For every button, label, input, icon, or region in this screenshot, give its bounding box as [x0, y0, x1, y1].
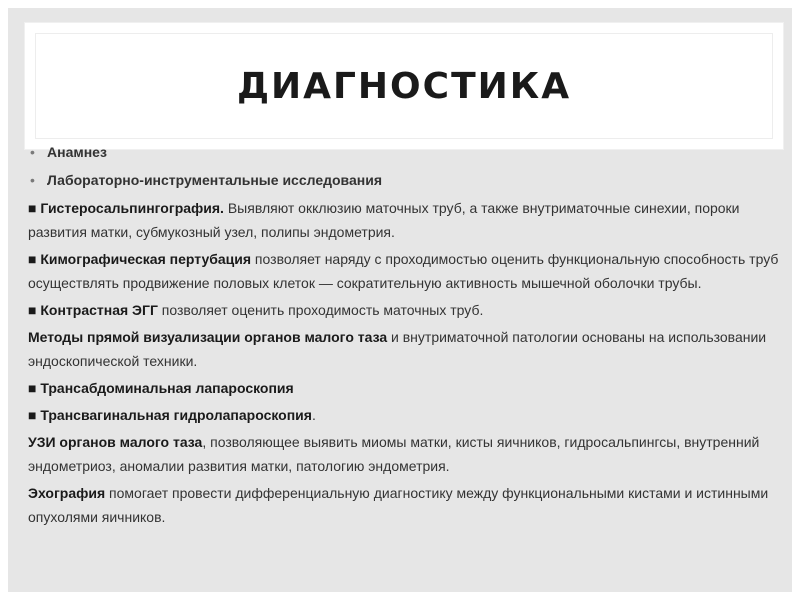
paragraph-text: помогает провести дифференциальную диагностику между функциональными кистами и истинными опухолями яичников. [28, 485, 769, 525]
paragraph [28, 247, 788, 295]
title-box [24, 22, 784, 150]
title-frame [35, 33, 773, 139]
square-bullet-icon: ■ [28, 251, 37, 267]
square-bullet-icon: ■ [28, 302, 37, 318]
term: Эхография [28, 485, 106, 501]
paragraph-text: и внутриматочной патологии основаны на использовании эндоскопической техники. [28, 329, 767, 369]
term: Контрастная ЭГГ [40, 302, 158, 318]
paragraph [28, 196, 788, 244]
paragraph-text: позволяет наряду с проходимостью оценить функциональную способность труб осуществлять продвижение половых клеток — сократительную активность мышечной оболочки трубы. [28, 251, 779, 291]
bullet-text: Анамнез [47, 144, 107, 160]
term: Кимографическая пертубация [40, 251, 252, 267]
slide [8, 8, 792, 592]
slide-content [28, 140, 788, 532]
bullet-item [28, 140, 788, 164]
paragraph [28, 298, 788, 322]
bullet-dot-icon: • [30, 172, 35, 188]
square-bullet-icon: ■ [28, 380, 37, 396]
term: Гистеросальпингография. [40, 200, 224, 216]
term: Трансвагинальная гидролапароскопия [40, 407, 312, 423]
term: Трансабдоминальная лапароскопия [40, 380, 294, 396]
paragraph-text: Выявляют окклюзию маточных труб, а также внутриматочные синехии, пороки развития матки, субмукозный узел, полипы эндометрия. [28, 200, 740, 240]
term: Методы прямой визуализации органов малого таза [28, 329, 388, 345]
paragraph-text: позволяет оценить проходимость маточных труб. [157, 302, 484, 318]
square-bullet-icon: ■ [28, 200, 37, 216]
bullet-text: Лабораторно-инструментальные исследования [47, 172, 382, 188]
paragraph [28, 403, 788, 427]
bullet-dot-icon: • [30, 144, 35, 160]
bullet-item [28, 168, 788, 192]
paragraph [28, 481, 788, 529]
slide-title: ДИАГНОСТИКА [236, 65, 572, 107]
square-bullet-icon: ■ [28, 407, 37, 423]
paragraph-text: , позволяющее выявить миомы матки, кисты яичников, гидросальпингсы, внутренний эндометриоз, аномалии развития матки, патологию эндометрия. [28, 434, 760, 474]
term: УЗИ органов малого таза [28, 434, 203, 450]
paragraph-text: . [311, 407, 316, 423]
paragraph [28, 325, 788, 373]
paragraph [28, 376, 788, 400]
paragraph [28, 430, 788, 478]
